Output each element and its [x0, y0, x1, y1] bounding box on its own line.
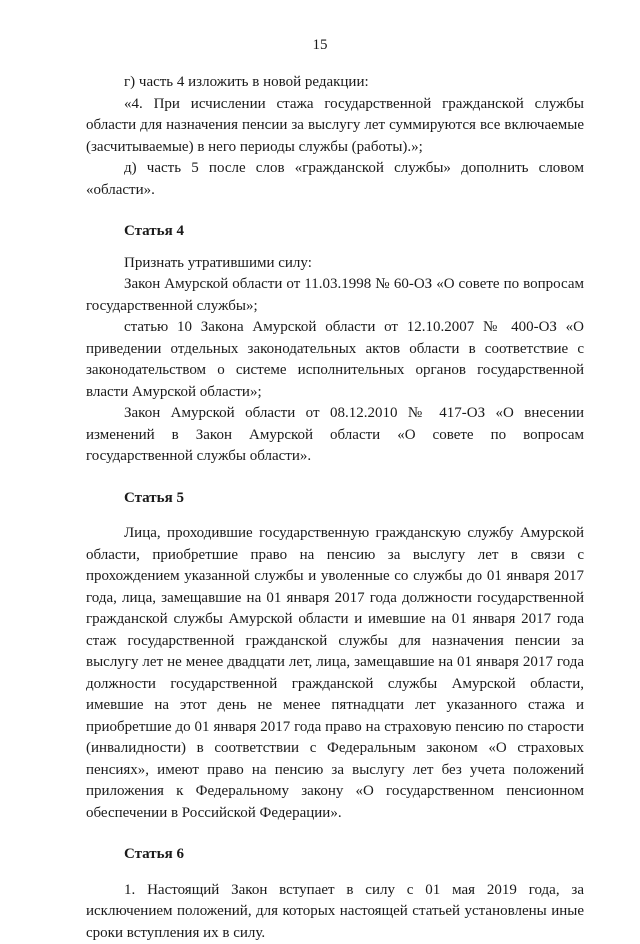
- paragraph: Закон Амурской области от 08.12.2010 № 417-ОЗ «О внесении изменений в Закон Амурской области «О совете по вопросам государственной службы области».: [86, 403, 584, 468]
- article-4-heading: Статья 4: [86, 221, 584, 243]
- paragraph: Закон Амурской области от 11.03.1998 № 60-ОЗ «О совете по вопросам государственной службы»;: [86, 274, 584, 317]
- paragraph: г) часть 4 изложить в новой редакции:: [86, 72, 584, 94]
- page-number: 15: [0, 37, 640, 54]
- paragraph: «4. При исчислении стажа государственной гражданской службы области для назначения пенсии за выслугу лет суммируются все включаемые (засчитываемые) в него периоды службы (работы).»;: [86, 94, 584, 159]
- article-6-heading: Статья 6: [86, 844, 584, 866]
- paragraph: д) часть 5 после слов «гражданской службы» дополнить словом «области».: [86, 158, 584, 201]
- paragraph: статью 10 Закона Амурской области от 12.10.2007 № 400-ОЗ «О приведении отдельных законодательных актов области в соответствие с законодательством о системе исполнительных органов государственной власти Амурской области»;: [86, 317, 584, 403]
- paragraph: 1. Настоящий Закон вступает в силу с 01 мая 2019 года, за исключением положений, для которых настоящей статьей установлены иные сроки вступления их в силу.: [86, 880, 584, 944]
- paragraph: Лица, проходившие государственную гражданскую службу Амурской области, приобретшие право на пенсию за выслугу лет в связи с прохождением указанной службы и уволенные со службы до 01 января 2017 года, лица, замещавшие на 01 января 2017 года должности государственной гражданской службы Амурской области и имевшие на 01 января 2017 года стаж государственной гражданской службы для назначения пенсии за выслугу лет не менее двадцати лет, лица, замещавшие на 01 января 2017 года должности государственной гражданской службы Амурской области, имевшие на этот день не менее пятнадцати лет указанного стажа и приобретшие до 01 января 2017 года право на страховую пенсию по старости (инвалидности) в соответствии с Федеральным законом «О страховых пенсиях», имеют право на пенсию за выслугу лет без учета положений приложения к Федеральному закону «О государственном пенсионном обеспечении в Российской Федерации».: [86, 523, 584, 824]
- article-5-heading: Статья 5: [86, 488, 584, 510]
- document-body: [86, 72, 584, 944]
- paragraph: Признать утратившими силу:: [86, 253, 584, 275]
